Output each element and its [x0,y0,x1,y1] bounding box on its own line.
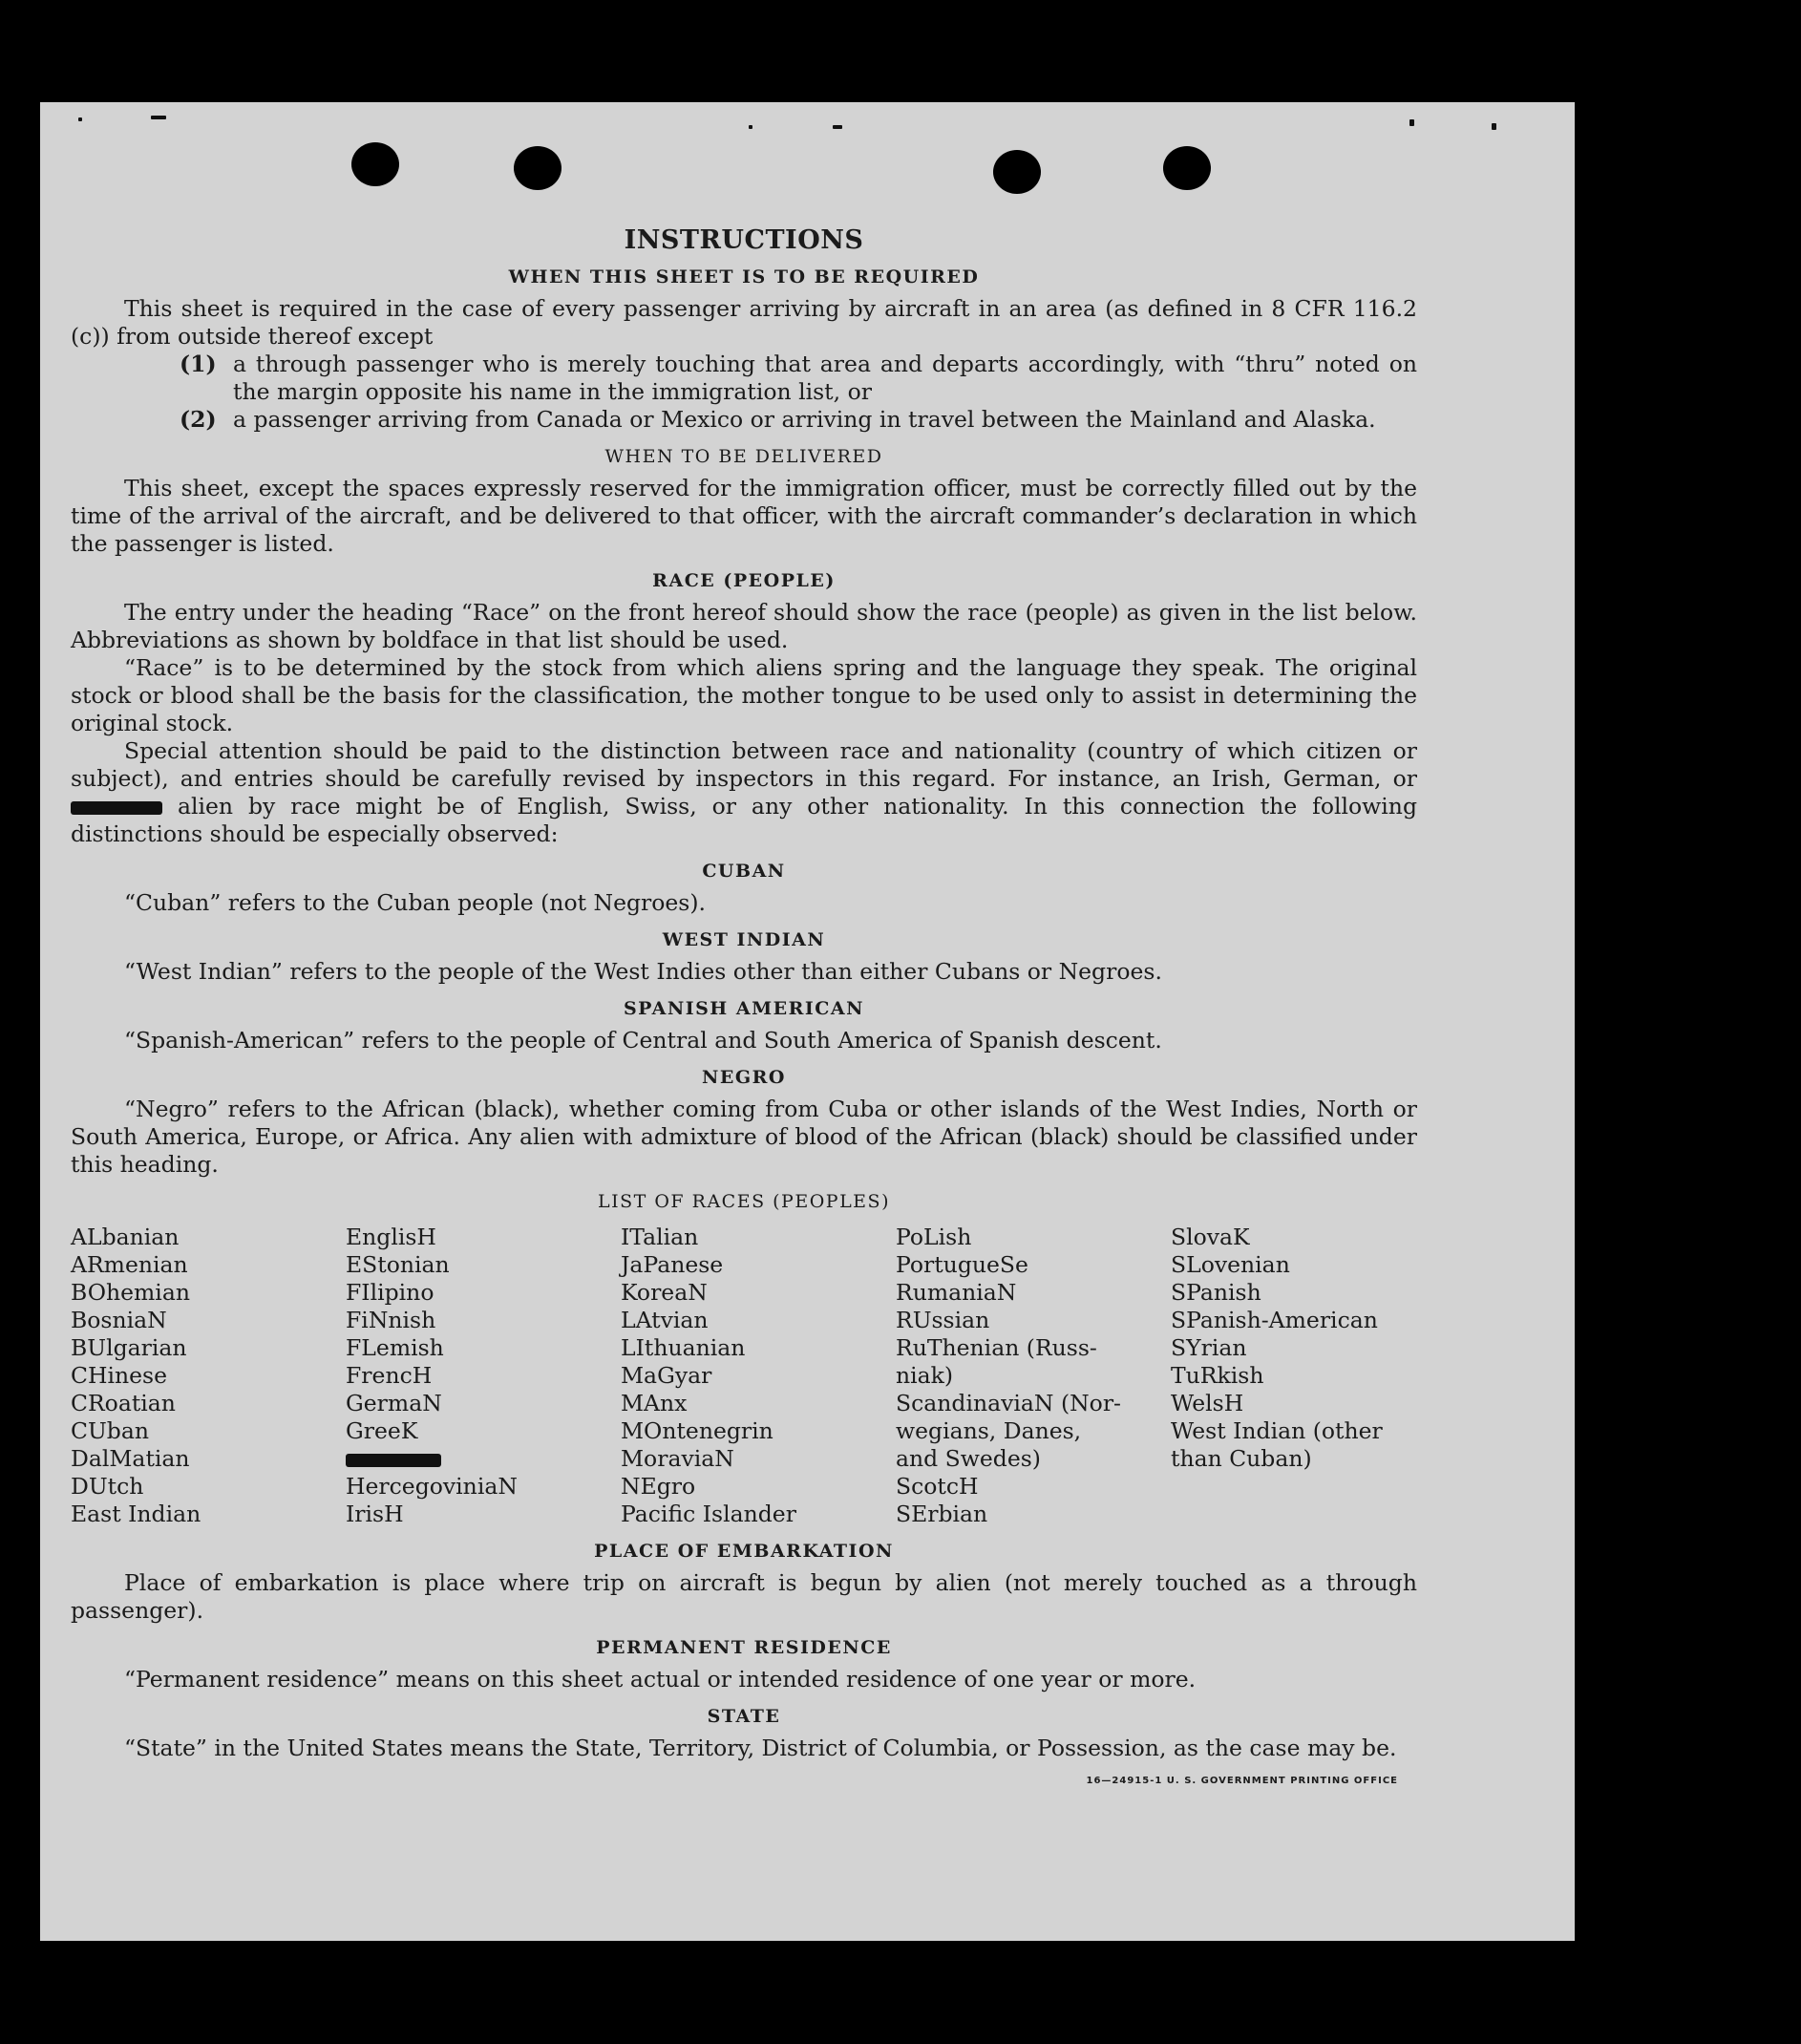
race-entry: HercegoviniaN [346,1473,518,1500]
race-entry: GermaN [346,1390,442,1416]
punch-hole [514,146,561,190]
speck [749,125,752,129]
race-entry: PortugueSe [896,1251,1028,1278]
paragraph: The entry under the heading “Race” on the front hereof should show the race (people) as given in the list below. Abbreviations as shown by boldface in that list should be used. [71,599,1417,653]
section-heading: SPANISH AMERICAN [623,998,865,1019]
race-entry: FrencH [346,1362,433,1389]
section-heading: WHEN THIS SHEET IS TO BE REQUIRED [508,266,980,287]
paragraph: Place of embarkation is place where trip on aircraft is begun by alien (not merely touched as a through passenger). [71,1569,1417,1624]
race-entry: RUssian [896,1307,990,1333]
section-heading: PLACE OF EMBARKATION [594,1541,894,1562]
section-heading: RACE (PEOPLE) [652,570,836,591]
race-entry: NEgro [621,1473,696,1500]
race-column [346,1224,621,1528]
race-entry: EnglisH [346,1224,436,1250]
race-entry: DalMatian [71,1445,190,1472]
speck [833,125,842,129]
section-heading: PERMANENT RESIDENCE [596,1637,892,1658]
race-entry: RumaniaN [896,1279,1017,1306]
item-number: (1) [180,351,217,377]
race-entry: BosniaN [71,1307,167,1333]
punch-hole [1163,146,1211,190]
paragraph: “West Indian” refers to the people of the West Indies other than either Cubans or Negroes. [124,958,1162,985]
race-entry: RuThenian (Russ- niak) [896,1334,1097,1389]
race-entry: ALbanian [71,1224,180,1250]
section-heading: STATE [707,1706,781,1727]
race-entry: FiNnish [346,1307,436,1333]
paragraph [71,737,1417,848]
race-entry: SYrian [1171,1334,1247,1361]
section-heading: NEGRO [702,1067,786,1088]
race-entry: Pacific Islander [621,1501,796,1527]
race-entry: FLemish [346,1334,444,1361]
race-entry: ScotcH [896,1473,979,1500]
paragraph: “State” in the United States means the State, Territory, District of Columbia, or Possession, as the case may be. [124,1735,1397,1761]
race-entry: LAtvian [621,1307,709,1333]
paragraph: “Spanish-American” refers to the people of Central and South America of Spanish descent. [124,1027,1162,1054]
document-sheet [40,102,1575,1941]
paragraph: “Cuban” refers to the Cuban people (not Negroes). [124,889,707,916]
paragraph: “Permanent residence” means on this sheet actual or intended residence of one year or more. [124,1666,1197,1693]
paragraph-part: Special attention should be paid to the distinction between race and nationality (country of which citizen or subject), and entries should be carefully revised by inspectors in this regard. For instance, an Irish, German, or [71,737,1417,792]
race-entry: FIlipino [346,1279,434,1306]
section-heading: CUBAN [702,861,786,882]
race-entry: MOntenegrin [621,1417,773,1444]
race-entry: MAnx [621,1390,688,1416]
paragraph: This sheet is required in the case of every passenger arriving by aircraft in an area (as defined in 8 CFR 116.2 (c)) from outside thereof except [71,295,1417,350]
item-text: a passenger arriving from Canada or Mexico or arriving in travel between the Mainland and Alaska. [233,406,1376,433]
paragraph: This sheet, except the spaces expressly reserved for the immigration officer, must be correctly filled out by the time of the arrival of the aircraft, and be delivered to that officer, with the aircraft commander’s declaration in which the passenger is listed. [71,475,1417,557]
printer-imprint: 16—24915-1 U. S. GOVERNMENT PRINTING OFFICE [1086,1776,1398,1786]
race-entry: JaPanese [621,1251,724,1278]
race-entry: SlovaK [1171,1224,1250,1250]
race-entry: BOhemian [71,1279,190,1306]
item-text: a through passenger who is merely touching that area and departs accordingly, with “thru” noted on the margin opposite his name in the immigration list, or [233,351,1417,405]
race-column [1171,1224,1408,1528]
redaction-mark [71,801,162,815]
speck [151,116,166,119]
instructions-content [71,226,1417,1795]
list-item [71,351,1417,406]
punch-hole [993,150,1041,194]
redaction-mark [346,1454,441,1467]
race-entry: BUlgarian [71,1334,187,1361]
race-entry: ARmenian [71,1251,188,1278]
race-entry: SPanish [1171,1279,1261,1306]
race-entry: EStonian [346,1251,450,1278]
race-entry: SErbian [896,1501,988,1527]
race-entry: PoLish [896,1224,972,1250]
race-entry: SLovenian [1171,1251,1290,1278]
paragraph: “Negro” refers to the African (black), whether coming from Cuba or other islands of the West Indies, North or South America, Europe, or Africa. Any alien with admixture of blood of the African (black) should be classified under this heading. [71,1096,1417,1178]
list-item [71,406,1417,434]
race-entry: West Indian (other than Cuban) [1171,1417,1383,1472]
race-entry: KoreaN [621,1279,708,1306]
race-entry: CRoatian [71,1390,176,1416]
race-entry: LIthuanian [621,1334,746,1361]
printer-line [71,1762,1417,1795]
paragraph-part: alien by race might be of English, Swiss, or any other nationality. In this connection the following distinctions should be especially observed: [71,793,1417,847]
race-entry: GreeK [346,1417,418,1444]
race-column [896,1224,1171,1528]
race-entry: IrisH [346,1501,404,1527]
race-entry: CHinese [71,1362,167,1389]
speck [1492,123,1496,130]
page-title: INSTRUCTIONS [624,225,864,255]
footer-row [71,1735,1417,1762]
race-entry: East Indian [71,1501,201,1527]
race-entry: MoraviaN [621,1445,734,1472]
punch-hole [351,142,399,186]
race-entry: WelsH [1171,1390,1244,1416]
paragraph: “Race” is to be determined by the stock from which aliens spring and the language they speak. The original stock or blood shall be the basis for the classification, the mother tongue to be used only to assist in determining the original stock. [71,654,1417,736]
race-column [621,1224,896,1528]
race-list [71,1224,1417,1528]
race-entry: CUban [71,1417,149,1444]
speck [78,117,82,121]
item-number: (2) [180,406,217,433]
race-entry: ITalian [621,1224,699,1250]
race-entry [346,1445,621,1473]
race-column [71,1224,346,1528]
race-entry: DUtch [71,1473,144,1500]
race-entry: SPanish-American [1171,1307,1378,1333]
race-entry: ScandinaviaN (Nor- wegians, Danes, and Swedes) [896,1390,1121,1472]
race-entry: MaGyar [621,1362,712,1389]
speck [1409,119,1414,126]
race-entry: TuRkish [1171,1362,1264,1389]
section-heading: LIST OF RACES (PEOPLES) [598,1191,890,1212]
section-heading: WEST INDIAN [662,929,826,950]
section-heading: WHEN TO BE DELIVERED [604,446,883,467]
